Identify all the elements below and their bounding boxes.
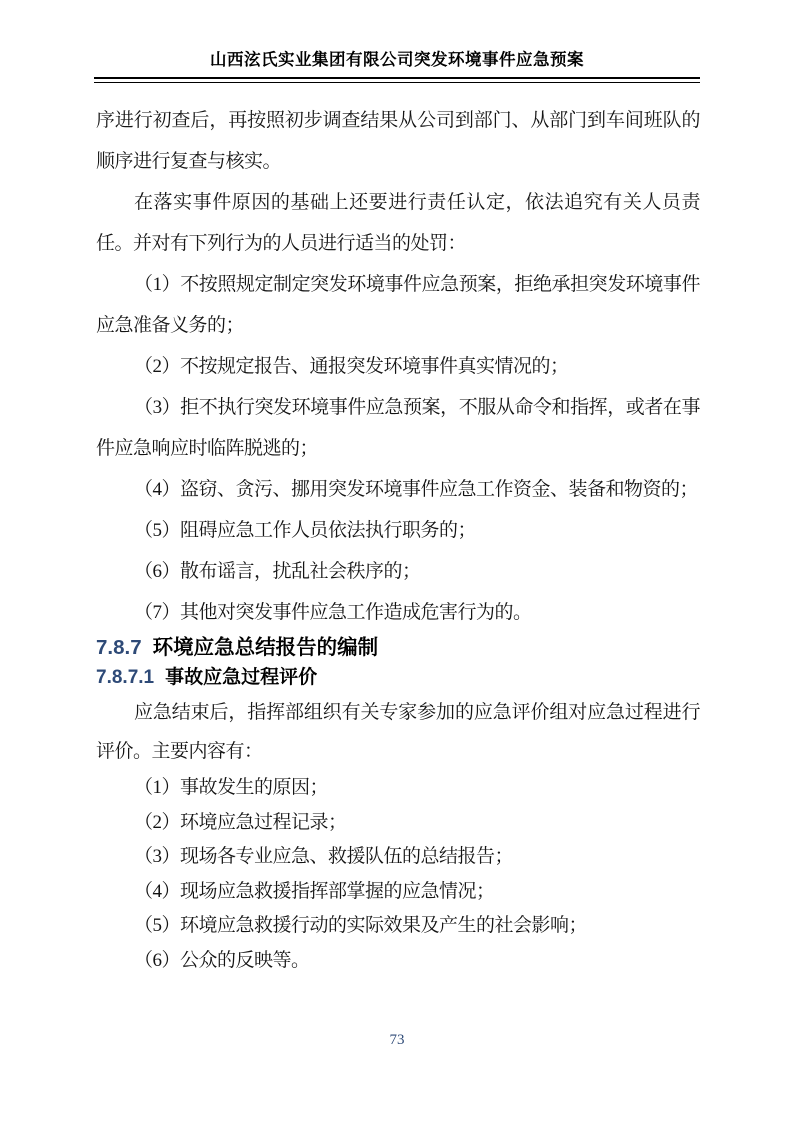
punishment-item-5: （5）阻碍应急工作人员依法执行职务的；	[134, 520, 477, 541]
paragraph-responsibility-intro: 在落实事件原因的基础上还要进行责任认定，依法追究有关人员责任。并对有下列行为的人员进行适当的处罚：	[96, 192, 700, 254]
punishment-item-3: （3）拒不执行突发环境事件应急预案，不服从命令和指挥，或者在事件应急响应时临阵脱逃的；	[96, 397, 700, 459]
section-heading-7-8-7	[96, 633, 700, 663]
paragraph-recheck-continuation: 序进行初查后，再按照初步调查结果从公司到部门、从部门到车间班队的顺序进行复查与核实。	[96, 110, 700, 172]
evaluation-item-1: （1）事故发生的原因；	[134, 777, 329, 798]
evaluation-items-list	[96, 771, 700, 978]
punishment-item-2: （2）不按规定报告、通报突发环境事件真实情况的；	[134, 356, 569, 377]
section-heading-number: 7.8.7	[96, 636, 142, 659]
punishment-item-4: （4）盗窃、贪污、挪用突发环境事件应急工作资金、装备和物资的；	[134, 479, 699, 500]
document-body	[96, 100, 700, 978]
section-accountability	[96, 100, 700, 633]
header-title: 山西泫氏实业集团有限公司突发环境事件应急预案	[210, 51, 584, 69]
subsection-heading-7-8-7-1	[96, 663, 700, 693]
section-heading-text: 环境应急总结报告的编制	[152, 636, 379, 659]
evaluation-item-5: （5）环境应急救援行动的实际效果及产生的社会影响；	[134, 915, 588, 936]
paragraph-evaluation-intro: 应急结束后，指挥部组织有关专家参加的应急评价组对应急过程进行评价。主要内容有：	[96, 702, 700, 762]
evaluation-item-2: （2）环境应急过程记录；	[134, 811, 347, 833]
evaluation-item-4: （4）现场应急救援指挥部掌握的应急情况；	[134, 880, 495, 902]
subsection-heading-number: 7.8.7.1	[96, 667, 155, 688]
page-number: 73	[389, 1032, 405, 1048]
punishment-item-1: （1）不按照规定制定突发环境事件应急预案，拒绝承担突发环境事件应急准备义务的；	[96, 274, 700, 336]
punishment-item-7: （7）其他对突发事件应急工作造成危害行为的。	[134, 602, 532, 623]
header-double-rule	[94, 77, 700, 83]
page-header	[94, 46, 700, 83]
evaluation-item-6: （6）公众的反映等。	[134, 949, 310, 971]
subsection-heading-text: 事故应急过程评价	[165, 667, 318, 688]
punishment-item-6: （6）散布谣言，扰乱社会秩序的；	[134, 561, 421, 582]
page-footer	[0, 1031, 794, 1049]
evaluation-item-3: （3）现场各专业应急、救援队伍的总结报告；	[134, 846, 514, 867]
